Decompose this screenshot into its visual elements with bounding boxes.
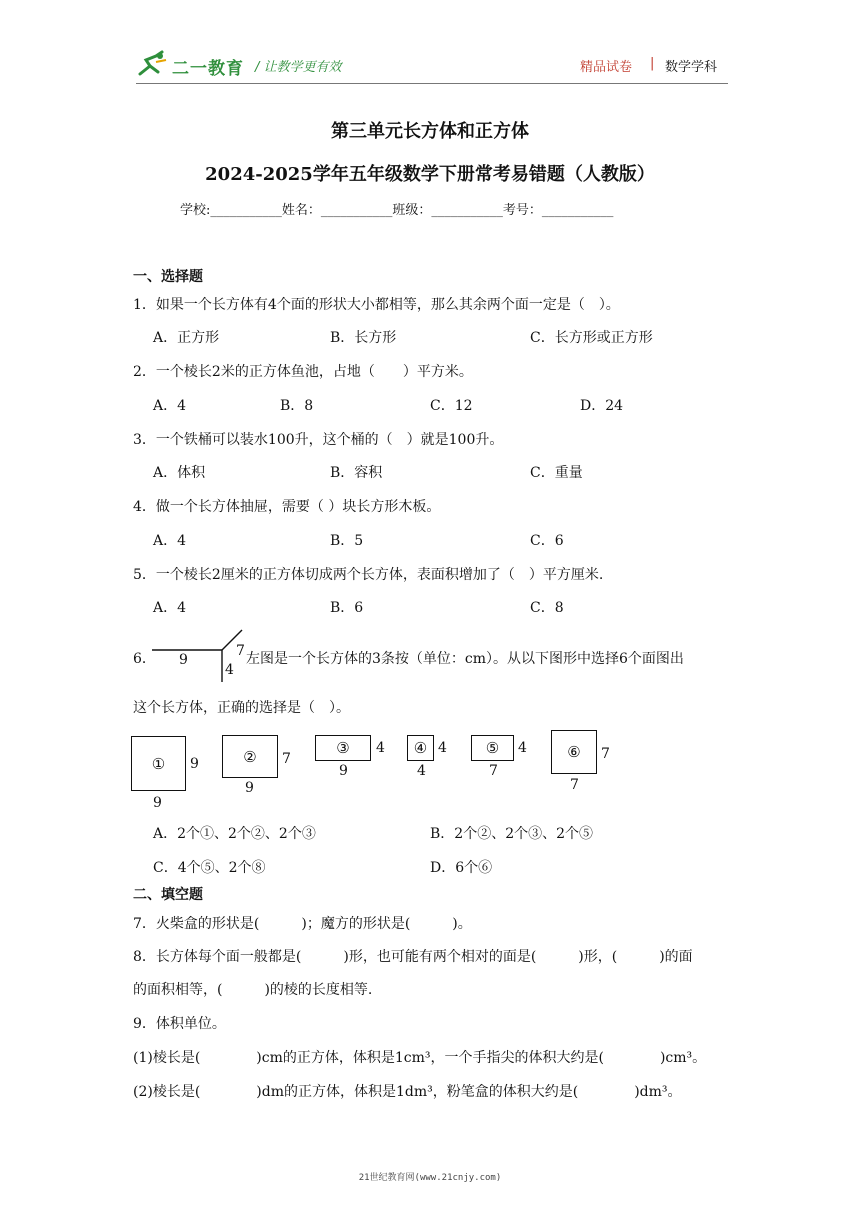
q6-option-c: C．4个⑤、2个⑧ [153, 860, 266, 876]
face-4-height: 4 [438, 740, 447, 756]
face-1-box [131, 736, 186, 791]
header-separator: | [650, 56, 655, 71]
question-8-line2: 的面积相等，( )的棱的长度相等. [133, 982, 373, 998]
question-7: 7．火柴盒的形状是( )；魔方的形状是( )。 [133, 916, 472, 932]
question-2: 2．一个棱长2米的正方体鱼池，占地（ ）平方米。 [133, 364, 473, 380]
face-6-width: 7 [570, 777, 579, 793]
face-5-width: 7 [489, 763, 498, 779]
header-tag-right: 数学学科 [665, 60, 718, 75]
logo-runner-icon [136, 50, 170, 78]
edge-label-7: 7 [236, 643, 245, 659]
face-1-height: 9 [190, 756, 199, 772]
face-5-box [471, 735, 514, 761]
face-5-label: ⑤ [485, 739, 500, 757]
q2-option-c: C．12 [430, 398, 473, 414]
question-1: 1．如果一个长方体有4个面的形状大小都相等，那么其余两个面一定是（ ）。 [133, 297, 620, 313]
question-5: 5．一个棱长2厘米的正方体切成两个长方体，表面积增加了（ ）平方厘米. [133, 567, 604, 583]
q4-option-c: C．6 [530, 533, 564, 549]
face-2-box [222, 735, 278, 778]
question-6-text-cont: 这个长方体，正确的选择是（ ）。 [133, 700, 350, 716]
q3-option-b: B．容积 [330, 465, 383, 481]
header-tag-left: 精品试卷 [580, 60, 633, 75]
question-6-number: 6． [133, 651, 156, 667]
edge-label-4: 4 [225, 662, 234, 678]
edge-label-9: 9 [179, 652, 188, 668]
q2-option-a: A．4 [153, 398, 187, 414]
face-3-label: ③ [336, 739, 350, 757]
q5-option-b: B．6 [330, 600, 364, 616]
q1-option-b: B．长方形 [330, 330, 397, 346]
face-3-width: 9 [339, 763, 348, 779]
q2-option-b: B．8 [280, 398, 314, 414]
question-9-title: 9．体积单位。 [133, 1016, 226, 1032]
page-subtitle: 2024-2025学年五年级数学下册常考易错题（人教版） [205, 164, 655, 185]
page-footer: 21世纪教育网(www.21cnjy.com) [358, 1173, 502, 1183]
face-1-label: ① [151, 754, 166, 773]
face-3-box [315, 735, 371, 761]
q1-option-a: A．正方形 [153, 330, 220, 346]
header-divider [136, 83, 728, 84]
face-4-label: ④ [413, 739, 428, 757]
student-info-line: 学校:___________姓名：___________班级：___________考号：___________ [180, 203, 614, 218]
face-6-box [551, 730, 597, 774]
q5-option-a: A．4 [153, 600, 187, 616]
q6-option-b: B．2个②、2个③、2个⑤ [430, 826, 594, 842]
question-4: 4．做一个长方体抽屉，需要（ ）块长方形木板。 [133, 499, 441, 515]
face-2-label: ② [243, 747, 257, 766]
question-9-line1: (1)棱长是( )cm的正方体，体积是1cm³，一个手指尖的体积大约是( )cm³。 [133, 1050, 707, 1066]
slogan: / 让教学更有效 [255, 60, 342, 75]
logo-text: 二一教育 [172, 59, 244, 79]
q3-option-c: C．重量 [530, 465, 583, 481]
face-4-width: 4 [417, 763, 426, 779]
q3-option-a: A．体积 [153, 465, 206, 481]
q6-option-d: D．6个⑥ [430, 860, 493, 876]
q4-option-a: A．4 [153, 533, 187, 549]
section-heading-fill: 二、填空题 [133, 887, 203, 903]
face-2-width: 9 [245, 780, 254, 796]
question-6-text: 左图是一个长方体的3条按（单位：cm）。从以下图形中选择6个面图出 [246, 651, 684, 667]
face-3-height: 4 [376, 740, 385, 756]
page-title: 第三单元长方体和正方体 [331, 121, 529, 142]
face-5-height: 4 [518, 740, 527, 756]
question-3: 3．一个铁桶可以装水100升，这个桶的（ ）就是100升。 [133, 432, 504, 448]
section-heading-choice: 一、选择题 [133, 269, 203, 285]
face-2-height: 7 [282, 751, 291, 767]
q5-option-c: C．8 [530, 600, 564, 616]
face-1-width: 9 [153, 795, 162, 811]
q6-option-a: A．2个①、2个②、2个③ [153, 826, 316, 842]
question-8-line1: 8．长方体每个面一般都是( )形，也可能有两个相对的面是( )形，( )的面 [133, 949, 693, 965]
q2-option-d: D．24 [580, 398, 624, 414]
face-6-height: 7 [601, 746, 610, 762]
face-6-label: ⑥ [567, 743, 581, 761]
q1-option-c: C．长方形或正方形 [530, 330, 653, 346]
face-4-box [407, 735, 434, 761]
question-9-line2: (2)棱长是( )dm的正方体，体积是1dm³，粉笔盒的体积大约是( )dm³。 [133, 1084, 682, 1100]
q4-option-b: B．5 [330, 533, 364, 549]
